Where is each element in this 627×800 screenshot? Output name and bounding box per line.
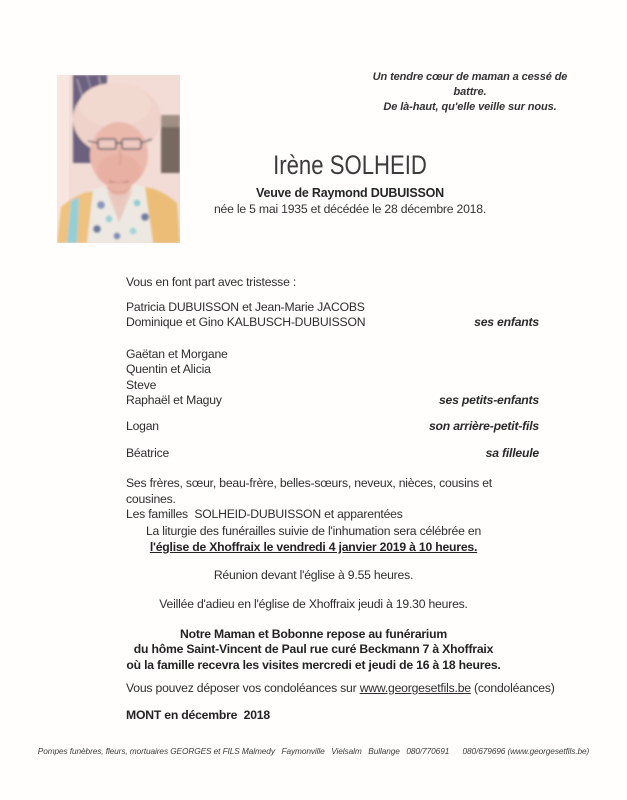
spacer bbox=[0, 555, 627, 568]
family-row bbox=[126, 300, 539, 315]
deceased-dates: née le 5 mai 1935 et décédée le 28 décembre 2018. bbox=[213, 202, 487, 216]
closing-place-date: MONT en décembre 2018 bbox=[126, 708, 270, 722]
funerarium-info-line3: où la famille recevra les visites mercredi et jeudi de 16 à 18 heures. bbox=[126, 658, 501, 673]
family-list bbox=[126, 300, 539, 522]
memorial-quote-line2: De là-haut, qu'elle veille sur nous. bbox=[383, 100, 557, 113]
condolences-url: www.georgesetfils.be bbox=[359, 681, 471, 695]
family-row bbox=[126, 419, 539, 434]
family-names: Steve bbox=[126, 377, 157, 392]
family-row bbox=[126, 347, 539, 362]
liturgy-location: l'église de Xhoffraix le vendredi 4 janvier 2019 à 10 heures. bbox=[149, 539, 478, 554]
relation-label: ses petits-enfants bbox=[438, 393, 539, 408]
deceased-relation: Veuve de Raymond DUBUISSON bbox=[256, 186, 444, 200]
family-row bbox=[126, 378, 539, 393]
spacer bbox=[126, 461, 539, 476]
gathering-info: Réunion devant l'église à 9.55 heures. bbox=[213, 568, 414, 583]
relation-label: ses enfants bbox=[474, 315, 539, 330]
condolences-line bbox=[126, 681, 555, 695]
spacer bbox=[0, 584, 627, 598]
ceremony-info bbox=[0, 524, 627, 674]
vigil-info: Veillée d'adieu en l'église de Xhoffraix jeudi à 19.30 heures. bbox=[159, 597, 468, 612]
relation-label: sa filleule bbox=[485, 445, 539, 460]
spacer bbox=[126, 408, 539, 419]
liturgy-line: La liturgie des funérailles suivie de l'inhumation sera célébrée en bbox=[145, 524, 482, 538]
announcement-intro: Vous en font part avec tristesse : bbox=[126, 275, 297, 289]
family-row bbox=[126, 393, 539, 408]
deceased-header bbox=[135, 150, 565, 216]
family-row bbox=[126, 446, 539, 461]
family-names: Ses frères, sœur, beau-frère, belles-sœurs, neveux, nièces, cousins et cousines. bbox=[126, 476, 496, 506]
spacer bbox=[126, 331, 539, 347]
condolences-prefix: Vous pouvez déposer vos condoléances sur bbox=[126, 681, 360, 695]
spacer bbox=[126, 435, 539, 446]
funeral-home-footer: Pompes funèbres, fleurs, mortuaires GEORGES et FILS Malmedy Faymonville Vielsalm Bullange 080/770691 080/679696 (www.georgesetfils.be) bbox=[37, 746, 590, 756]
memorial-quote-line1: Un tendre cœur de maman a cessé de battre. bbox=[372, 71, 571, 98]
family-row bbox=[126, 507, 539, 522]
family-names: Quentin et Alicia bbox=[126, 362, 211, 377]
funerarium-info-line2: du hôme Saint-Vincent de Paul rue curé Beckmann 7 à Xhoffraix bbox=[133, 642, 494, 657]
family-row bbox=[126, 362, 539, 377]
family-row bbox=[126, 476, 539, 507]
spacer bbox=[0, 613, 627, 627]
family-names: Gaëtan et Morgane bbox=[126, 346, 228, 361]
family-names: Béatrice bbox=[126, 445, 170, 460]
family-row bbox=[126, 315, 539, 330]
funerarium-info-line1: Notre Maman et Bobonne repose au funérarium bbox=[179, 626, 448, 641]
condolences-suffix: (condoléances) bbox=[470, 681, 555, 695]
family-names: Logan bbox=[126, 419, 159, 434]
family-names: Dominique et Gino KALBUSCH-DUBUISSON bbox=[126, 315, 366, 330]
family-names: Les familles SOLHEID-DUBUISSON et apparentées bbox=[126, 507, 403, 522]
family-names: Patricia DUBUISSON et Jean-Marie JACOBS bbox=[126, 300, 365, 314]
deceased-name: Irène SOLHEID bbox=[273, 150, 427, 180]
family-names: Raphaël et Maguy bbox=[126, 393, 222, 408]
relation-label: son arrière-petit-fils bbox=[428, 419, 539, 434]
memorial-quote bbox=[360, 70, 580, 114]
